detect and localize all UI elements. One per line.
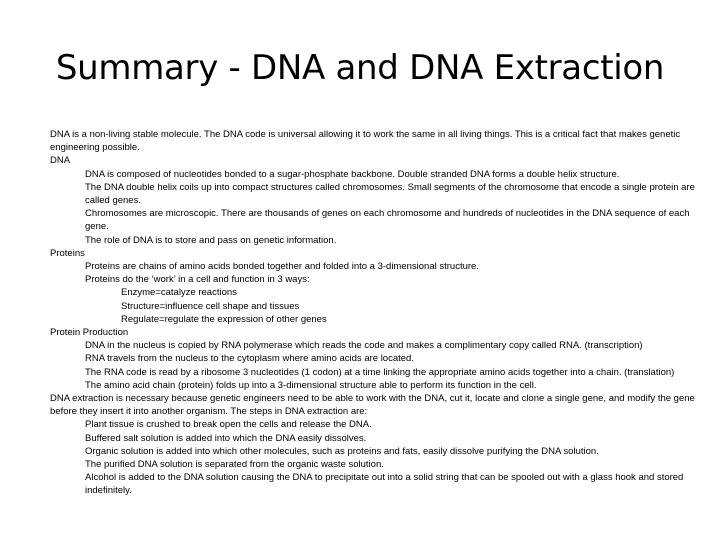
body-line-level-1: Protein Production — [50, 327, 129, 339]
body-line-level-2: Proteins are chains of amino acids bonded together and folded into a 3-dimensional structure. — [85, 261, 479, 273]
body-line-level-2: DNA is composed of nucleotides bonded to a sugar-phosphate backbone. Double stranded DNA forms a double helix structure. — [85, 168, 620, 180]
body-line-level-1: DNA extraction is necessary because genetic engineers need to be able to work with the DNA, cut it, locate and clone a single gene, and modify the gene before they insert it into another organism. The steps in DNA extraction are: — [50, 393, 695, 418]
slide-title: Summary - DNA and DNA Extraction — [55, 48, 665, 88]
slide-body — [50, 128, 698, 498]
body-line-level-1: Proteins — [50, 247, 85, 259]
body-line-level-2: Chromosomes are microscopic. There are thousands of genes on each chromosome and hundreds of nucleotides in the DNA sequence of each gene. — [85, 208, 690, 233]
body-line-level-3: Enzyme=catalyze reactions — [121, 287, 237, 299]
body-line-level-2: Buffered salt solution is added into which the DNA easily dissolves. — [85, 432, 367, 444]
body-line-level-2: RNA travels from the nucleus to the cytoplasm where amino acids are located. — [85, 353, 414, 365]
body-line-level-3: Structure=influence cell shape and tissues — [121, 300, 300, 312]
body-line-level-3: Regulate=regulate the expression of other genes — [121, 313, 327, 325]
body-line-level-2: The amino acid chain (protein) folds up into a 3-dimensional structure able to perform its function in the cell. — [85, 379, 537, 391]
body-line-level-1: DNA is a non-living stable molecule. The DNA code is universal allowing it to work the same in all living things. This is a critical fact that makes genetic engineering possible. — [50, 129, 681, 154]
body-line-level-2: The RNA code is read by a ribosome 3 nucleotides (1 codon) at a time linking the appropriate amino acids together into a chain. (translation) — [85, 366, 675, 378]
body-line-level-2: The purified DNA solution is separated from the organic waste solution. — [85, 459, 384, 471]
body-line-level-1: DNA — [50, 155, 71, 167]
body-line-level-2: Organic solution is added into which other molecules, such as proteins and fats, easily dissolve purifying the DNA solution. — [85, 445, 599, 457]
body-line-level-2: DNA in the nucleus is copied by RNA polymerase which reads the code and makes a complimentary copy called RNA. (transcription) — [85, 340, 643, 352]
body-line-level-2: Proteins do the ‘work’ in a cell and function in 3 ways: — [85, 274, 310, 286]
body-line-level-2: Alcohol is added to the DNA solution causing the DNA to precipitate out into a solid string that can be spooled out with a glass hook and stored indefinitely. — [85, 472, 684, 497]
body-line-level-2: Plant tissue is crushed to break open the cells and release the DNA. — [85, 419, 372, 431]
body-line-level-2: The DNA double helix coils up into compact structures called chromosomes. Small segments of the chromosome that encode a single protein are called genes. — [85, 181, 695, 207]
body-line-level-2: The role of DNA is to store and pass on genetic information. — [85, 234, 337, 246]
